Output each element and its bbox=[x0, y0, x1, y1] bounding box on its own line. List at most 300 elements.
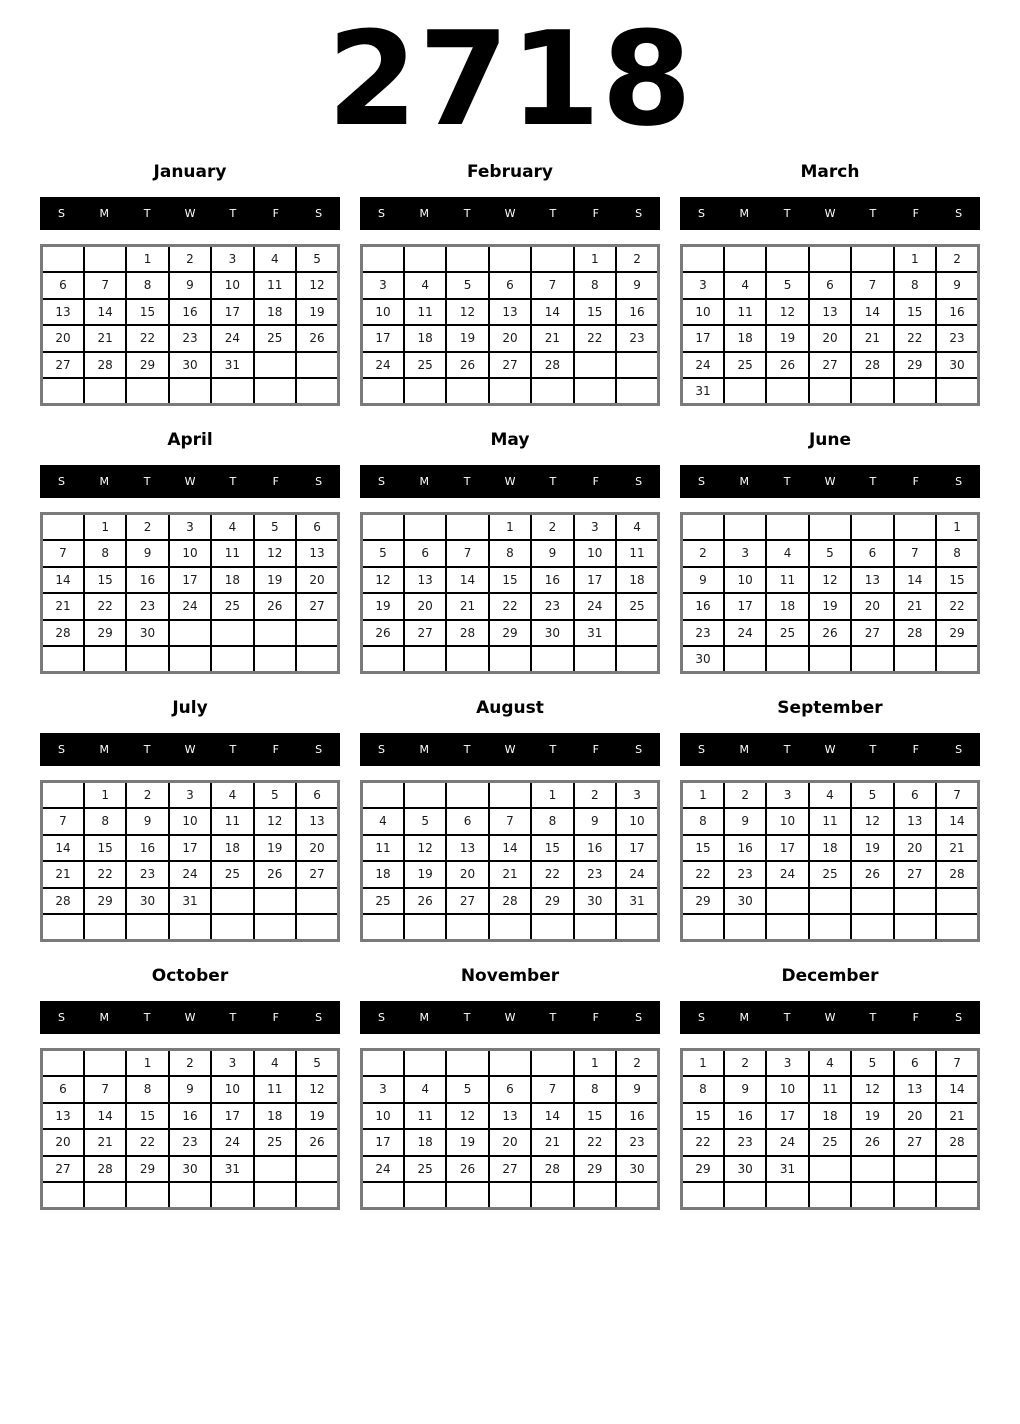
day-cell: 25 bbox=[362, 888, 404, 915]
dow-label: T bbox=[783, 475, 791, 488]
dow-label: S bbox=[377, 475, 385, 488]
dow-label: W bbox=[824, 743, 836, 756]
dow-label: T bbox=[463, 207, 471, 220]
month-table bbox=[40, 512, 340, 674]
dow-label: M bbox=[419, 475, 430, 488]
day-cell: 28 bbox=[531, 1156, 573, 1183]
day-cell: 13 bbox=[851, 567, 893, 594]
day-cell: 20 bbox=[809, 325, 851, 352]
day-cell: 12 bbox=[766, 299, 808, 326]
day-cell: 2 bbox=[682, 540, 724, 567]
day-cell: 25 bbox=[254, 325, 296, 352]
day-cell: 29 bbox=[531, 888, 573, 915]
empty-day-cell bbox=[84, 646, 126, 673]
day-cell: 29 bbox=[84, 620, 126, 647]
day-cell: 4 bbox=[616, 514, 658, 541]
day-cell: 8 bbox=[936, 540, 978, 567]
empty-day-cell bbox=[404, 782, 446, 809]
day-cell: 31 bbox=[211, 1156, 253, 1183]
empty-day-cell bbox=[616, 378, 658, 405]
dow-label: T bbox=[143, 743, 151, 756]
day-cell: 26 bbox=[296, 1129, 338, 1156]
day-cell: 1 bbox=[84, 514, 126, 541]
month-march bbox=[680, 162, 980, 406]
day-cell: 4 bbox=[362, 808, 404, 835]
empty-day-cell bbox=[254, 888, 296, 915]
week-row bbox=[682, 1103, 979, 1130]
day-cell: 12 bbox=[851, 1076, 893, 1103]
month-april bbox=[40, 430, 340, 674]
day-cell: 28 bbox=[84, 352, 126, 379]
day-cell: 19 bbox=[254, 567, 296, 594]
day-cell: 31 bbox=[169, 888, 211, 915]
day-cell: 18 bbox=[211, 567, 253, 594]
day-cell: 18 bbox=[809, 1103, 851, 1130]
day-cell: 8 bbox=[126, 1076, 168, 1103]
day-cell: 23 bbox=[531, 593, 573, 620]
empty-day-cell bbox=[254, 620, 296, 647]
day-cell: 6 bbox=[446, 808, 488, 835]
month-title: May bbox=[490, 430, 530, 450]
day-cell: 7 bbox=[42, 540, 84, 567]
dow-label: F bbox=[272, 207, 279, 220]
week-row bbox=[42, 593, 339, 620]
empty-day-cell bbox=[446, 378, 488, 405]
week-row bbox=[42, 299, 339, 326]
day-cell: 1 bbox=[682, 782, 724, 809]
dow-label: T bbox=[869, 743, 877, 756]
day-cell: 19 bbox=[851, 835, 893, 862]
day-cell: 20 bbox=[42, 325, 84, 352]
week-row bbox=[42, 1076, 339, 1103]
day-cell: 4 bbox=[766, 540, 808, 567]
dow-label: W bbox=[504, 207, 516, 220]
dow-label: M bbox=[739, 743, 750, 756]
day-cell: 10 bbox=[211, 272, 253, 299]
dow-label: W bbox=[824, 1011, 836, 1024]
day-cell: 1 bbox=[936, 514, 978, 541]
day-cell: 8 bbox=[84, 808, 126, 835]
day-cell: 6 bbox=[42, 272, 84, 299]
empty-day-cell bbox=[809, 1182, 851, 1209]
week-row bbox=[362, 299, 659, 326]
day-cell: 13 bbox=[489, 1103, 531, 1130]
day-cell: 1 bbox=[84, 782, 126, 809]
empty-day-cell bbox=[936, 1156, 978, 1183]
day-cell: 25 bbox=[404, 352, 446, 379]
day-cell: 22 bbox=[84, 593, 126, 620]
empty-day-cell bbox=[894, 1182, 936, 1209]
day-cell: 2 bbox=[126, 514, 168, 541]
dow-label: S bbox=[955, 475, 963, 488]
dow-label: T bbox=[549, 475, 557, 488]
day-cell: 29 bbox=[682, 1156, 724, 1183]
day-cell: 26 bbox=[254, 593, 296, 620]
day-cell: 30 bbox=[126, 620, 168, 647]
day-cell: 22 bbox=[126, 325, 168, 352]
month-title: July bbox=[172, 698, 208, 718]
month-table bbox=[360, 780, 660, 942]
week-row bbox=[682, 1156, 979, 1183]
day-cell: 10 bbox=[574, 540, 616, 567]
day-cell: 23 bbox=[126, 593, 168, 620]
day-cell: 6 bbox=[404, 540, 446, 567]
day-cell: 4 bbox=[254, 246, 296, 273]
empty-day-cell bbox=[42, 782, 84, 809]
day-cell: 11 bbox=[254, 1076, 296, 1103]
month-august bbox=[360, 698, 660, 942]
day-cell: 7 bbox=[42, 808, 84, 835]
month-july bbox=[40, 698, 340, 942]
empty-day-cell bbox=[851, 514, 893, 541]
day-cell: 28 bbox=[851, 352, 893, 379]
month-table bbox=[40, 1048, 340, 1210]
day-cell: 18 bbox=[211, 835, 253, 862]
day-cell: 23 bbox=[682, 620, 724, 647]
dow-label: S bbox=[697, 743, 705, 756]
empty-day-cell bbox=[531, 914, 573, 941]
day-cell: 9 bbox=[724, 1076, 766, 1103]
empty-day-cell bbox=[936, 1182, 978, 1209]
empty-day-cell bbox=[211, 620, 253, 647]
empty-day-cell bbox=[42, 378, 84, 405]
empty-day-cell bbox=[851, 378, 893, 405]
day-cell: 12 bbox=[851, 808, 893, 835]
day-cell: 22 bbox=[574, 325, 616, 352]
empty-day-cell bbox=[84, 1050, 126, 1077]
day-cell: 14 bbox=[446, 567, 488, 594]
week-row bbox=[682, 808, 979, 835]
day-cell: 20 bbox=[296, 567, 338, 594]
day-cell: 20 bbox=[404, 593, 446, 620]
week-row bbox=[682, 1182, 979, 1209]
empty-day-cell bbox=[809, 646, 851, 673]
week-row bbox=[362, 1050, 659, 1077]
day-cell: 14 bbox=[531, 1103, 573, 1130]
day-cell: 29 bbox=[126, 352, 168, 379]
dow-label: T bbox=[869, 1011, 877, 1024]
empty-day-cell bbox=[724, 914, 766, 941]
empty-day-cell bbox=[489, 1050, 531, 1077]
empty-day-cell bbox=[894, 514, 936, 541]
empty-day-cell bbox=[766, 914, 808, 941]
day-cell: 22 bbox=[531, 861, 573, 888]
empty-day-cell bbox=[211, 914, 253, 941]
month-table bbox=[360, 244, 660, 406]
day-cell: 22 bbox=[894, 325, 936, 352]
day-cell: 21 bbox=[446, 593, 488, 620]
day-cell: 12 bbox=[296, 272, 338, 299]
day-cell: 30 bbox=[682, 646, 724, 673]
day-cell: 11 bbox=[362, 835, 404, 862]
day-cell: 18 bbox=[724, 325, 766, 352]
day-cell: 2 bbox=[531, 514, 573, 541]
day-cell: 20 bbox=[489, 325, 531, 352]
empty-day-cell bbox=[616, 620, 658, 647]
empty-day-cell bbox=[126, 1182, 168, 1209]
day-cell: 3 bbox=[362, 1076, 404, 1103]
empty-day-cell bbox=[211, 1182, 253, 1209]
dow-label: S bbox=[377, 207, 385, 220]
day-cell: 23 bbox=[616, 1129, 658, 1156]
week-row bbox=[42, 888, 339, 915]
day-cell: 3 bbox=[211, 1050, 253, 1077]
day-cell: 31 bbox=[682, 378, 724, 405]
empty-day-cell bbox=[84, 378, 126, 405]
week-row bbox=[362, 272, 659, 299]
empty-day-cell bbox=[296, 888, 338, 915]
day-cell: 26 bbox=[254, 861, 296, 888]
empty-day-cell bbox=[936, 888, 978, 915]
dow-label: T bbox=[869, 475, 877, 488]
day-cell: 17 bbox=[724, 593, 766, 620]
week-row bbox=[362, 914, 659, 941]
empty-day-cell bbox=[211, 646, 253, 673]
empty-day-cell bbox=[489, 246, 531, 273]
dow-label: S bbox=[57, 1011, 65, 1024]
day-of-week-header bbox=[360, 465, 660, 498]
week-row bbox=[682, 914, 979, 941]
day-cell: 24 bbox=[169, 593, 211, 620]
empty-day-cell bbox=[574, 378, 616, 405]
empty-day-cell bbox=[169, 1182, 211, 1209]
dow-label: T bbox=[229, 743, 237, 756]
empty-day-cell bbox=[574, 1182, 616, 1209]
day-cell: 27 bbox=[42, 1156, 84, 1183]
empty-day-cell bbox=[126, 914, 168, 941]
week-row bbox=[42, 514, 339, 541]
empty-day-cell bbox=[851, 1156, 893, 1183]
day-cell: 25 bbox=[616, 593, 658, 620]
day-cell: 15 bbox=[574, 299, 616, 326]
day-cell: 8 bbox=[682, 808, 724, 835]
month-title: April bbox=[167, 430, 213, 450]
empty-day-cell bbox=[682, 246, 724, 273]
day-cell: 11 bbox=[211, 808, 253, 835]
dow-label: M bbox=[739, 475, 750, 488]
day-of-week-header bbox=[680, 1001, 980, 1034]
day-cell: 21 bbox=[531, 1129, 573, 1156]
week-row bbox=[362, 861, 659, 888]
day-cell: 7 bbox=[489, 808, 531, 835]
week-row bbox=[42, 540, 339, 567]
day-cell: 29 bbox=[489, 620, 531, 647]
day-cell: 23 bbox=[126, 861, 168, 888]
dow-label: F bbox=[592, 1011, 599, 1024]
empty-day-cell bbox=[724, 246, 766, 273]
day-cell: 2 bbox=[126, 782, 168, 809]
day-cell: 6 bbox=[296, 514, 338, 541]
dow-label: T bbox=[463, 1011, 471, 1024]
empty-day-cell bbox=[766, 1182, 808, 1209]
day-cell: 30 bbox=[936, 352, 978, 379]
day-cell: 20 bbox=[894, 1103, 936, 1130]
day-cell: 13 bbox=[489, 299, 531, 326]
day-cell: 17 bbox=[169, 835, 211, 862]
day-of-week-header bbox=[360, 733, 660, 766]
day-cell: 22 bbox=[682, 1129, 724, 1156]
week-row bbox=[42, 782, 339, 809]
week-row bbox=[682, 1050, 979, 1077]
empty-day-cell bbox=[809, 514, 851, 541]
empty-day-cell bbox=[404, 646, 446, 673]
day-cell: 23 bbox=[616, 325, 658, 352]
day-cell: 21 bbox=[936, 1103, 978, 1130]
day-of-week-header bbox=[40, 733, 340, 766]
day-cell: 24 bbox=[211, 325, 253, 352]
day-cell: 14 bbox=[531, 299, 573, 326]
week-row bbox=[42, 861, 339, 888]
empty-day-cell bbox=[894, 914, 936, 941]
year-title: 2718 bbox=[327, 3, 693, 155]
dow-label: T bbox=[463, 743, 471, 756]
dow-label: M bbox=[419, 207, 430, 220]
empty-day-cell bbox=[446, 914, 488, 941]
empty-day-cell bbox=[724, 646, 766, 673]
empty-day-cell bbox=[362, 1050, 404, 1077]
day-cell: 23 bbox=[724, 861, 766, 888]
empty-day-cell bbox=[809, 914, 851, 941]
empty-day-cell bbox=[809, 1156, 851, 1183]
day-cell: 8 bbox=[84, 540, 126, 567]
day-cell: 1 bbox=[531, 782, 573, 809]
dow-label: S bbox=[635, 743, 643, 756]
day-cell: 6 bbox=[894, 1050, 936, 1077]
empty-day-cell bbox=[574, 352, 616, 379]
day-cell: 14 bbox=[489, 835, 531, 862]
day-cell: 11 bbox=[404, 1103, 446, 1130]
dow-label: T bbox=[143, 207, 151, 220]
day-cell: 9 bbox=[936, 272, 978, 299]
week-row bbox=[362, 540, 659, 567]
dow-label: S bbox=[697, 1011, 705, 1024]
day-cell: 12 bbox=[254, 540, 296, 567]
dow-label: W bbox=[184, 743, 196, 756]
day-cell: 29 bbox=[936, 620, 978, 647]
day-cell: 10 bbox=[682, 299, 724, 326]
day-cell: 15 bbox=[531, 835, 573, 862]
week-row bbox=[42, 246, 339, 273]
day-cell: 24 bbox=[169, 861, 211, 888]
empty-day-cell bbox=[936, 378, 978, 405]
day-cell: 17 bbox=[766, 835, 808, 862]
dow-label: S bbox=[955, 1011, 963, 1024]
day-cell: 10 bbox=[362, 1103, 404, 1130]
dow-label: T bbox=[143, 475, 151, 488]
week-row bbox=[682, 1076, 979, 1103]
day-cell: 6 bbox=[489, 1076, 531, 1103]
week-row bbox=[42, 1156, 339, 1183]
day-cell: 15 bbox=[894, 299, 936, 326]
dow-label: F bbox=[912, 1011, 919, 1024]
month-title: August bbox=[476, 698, 544, 718]
day-cell: 9 bbox=[169, 272, 211, 299]
day-cell: 27 bbox=[446, 888, 488, 915]
dow-label: S bbox=[635, 1011, 643, 1024]
day-cell: 4 bbox=[211, 514, 253, 541]
day-cell: 16 bbox=[724, 1103, 766, 1130]
day-cell: 20 bbox=[446, 861, 488, 888]
day-cell: 9 bbox=[169, 1076, 211, 1103]
dow-label: T bbox=[783, 743, 791, 756]
day-cell: 24 bbox=[362, 352, 404, 379]
week-row bbox=[42, 914, 339, 941]
week-row bbox=[362, 352, 659, 379]
empty-day-cell bbox=[616, 914, 658, 941]
day-cell: 22 bbox=[936, 593, 978, 620]
day-cell: 29 bbox=[574, 1156, 616, 1183]
week-row bbox=[42, 1103, 339, 1130]
month-title: January bbox=[153, 162, 227, 182]
week-row bbox=[682, 378, 979, 405]
day-cell: 11 bbox=[724, 299, 766, 326]
day-of-week-header bbox=[360, 197, 660, 230]
day-cell: 2 bbox=[724, 782, 766, 809]
day-cell: 27 bbox=[296, 593, 338, 620]
day-cell: 5 bbox=[851, 782, 893, 809]
day-cell: 15 bbox=[126, 1103, 168, 1130]
empty-day-cell bbox=[894, 1156, 936, 1183]
day-cell: 10 bbox=[766, 1076, 808, 1103]
day-cell: 13 bbox=[42, 1103, 84, 1130]
day-cell: 14 bbox=[84, 299, 126, 326]
day-cell: 13 bbox=[296, 808, 338, 835]
day-cell: 30 bbox=[616, 1156, 658, 1183]
day-cell: 7 bbox=[446, 540, 488, 567]
day-cell: 16 bbox=[724, 835, 766, 862]
day-cell: 5 bbox=[446, 1076, 488, 1103]
day-cell: 17 bbox=[169, 567, 211, 594]
day-of-week-header bbox=[40, 465, 340, 498]
day-cell: 25 bbox=[211, 861, 253, 888]
empty-day-cell bbox=[809, 246, 851, 273]
dow-label: M bbox=[99, 475, 110, 488]
day-cell: 22 bbox=[682, 861, 724, 888]
month-title: October bbox=[151, 966, 229, 986]
empty-day-cell bbox=[211, 378, 253, 405]
empty-day-cell bbox=[169, 914, 211, 941]
day-cell: 4 bbox=[724, 272, 766, 299]
day-cell: 17 bbox=[616, 835, 658, 862]
dow-label: S bbox=[697, 207, 705, 220]
day-cell: 20 bbox=[851, 593, 893, 620]
day-cell: 17 bbox=[211, 1103, 253, 1130]
empty-day-cell bbox=[489, 646, 531, 673]
day-cell: 12 bbox=[362, 567, 404, 594]
week-row bbox=[362, 1076, 659, 1103]
day-cell: 9 bbox=[616, 272, 658, 299]
day-cell: 13 bbox=[404, 567, 446, 594]
day-cell: 24 bbox=[682, 352, 724, 379]
day-cell: 12 bbox=[296, 1076, 338, 1103]
empty-day-cell bbox=[254, 1156, 296, 1183]
dow-label: S bbox=[57, 207, 65, 220]
day-cell: 12 bbox=[809, 567, 851, 594]
week-row bbox=[362, 782, 659, 809]
day-cell: 21 bbox=[42, 593, 84, 620]
empty-day-cell bbox=[84, 246, 126, 273]
day-cell: 4 bbox=[809, 1050, 851, 1077]
day-cell: 1 bbox=[126, 246, 168, 273]
day-cell: 19 bbox=[296, 299, 338, 326]
month-table bbox=[40, 780, 340, 942]
dow-label: T bbox=[229, 207, 237, 220]
day-cell: 14 bbox=[42, 567, 84, 594]
day-cell: 15 bbox=[936, 567, 978, 594]
empty-day-cell bbox=[362, 246, 404, 273]
empty-day-cell bbox=[489, 378, 531, 405]
dow-label: S bbox=[955, 743, 963, 756]
